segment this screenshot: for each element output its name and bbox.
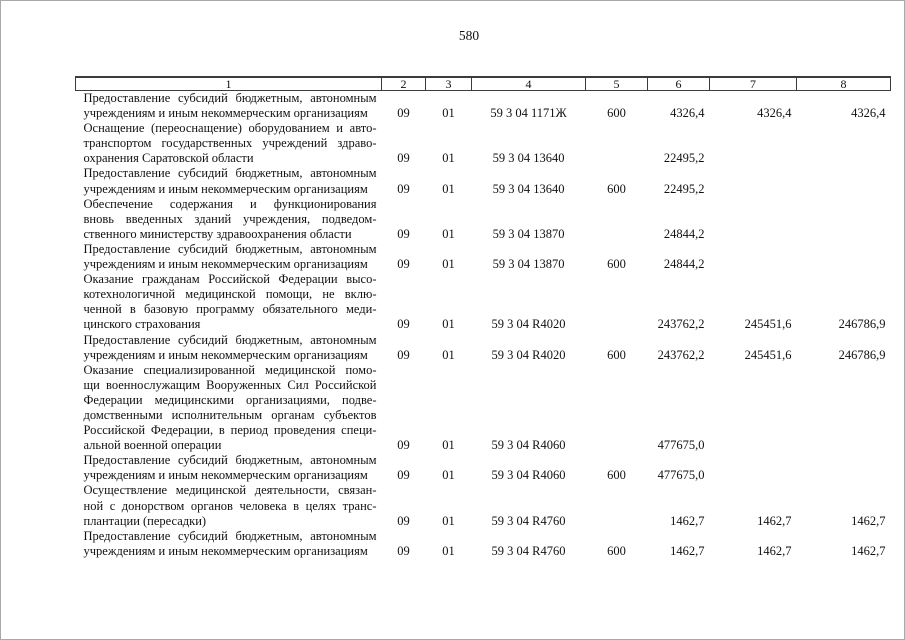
name-line: Федерации медицинскими организациями, подве- [83, 392, 377, 407]
name-line: ченной в базовую программу обязательного меди- [83, 302, 377, 317]
header-cell-col5: 5 [586, 77, 648, 91]
cell-col5 [586, 197, 648, 242]
cell-name [76, 272, 382, 332]
name-line: Осуществление медицинской деятельности, связан- [83, 483, 377, 498]
table-row [76, 483, 891, 528]
cell-col6: 243762,2 [657, 347, 705, 362]
table-row [76, 333, 891, 363]
cell-col6: 477675,0 [657, 468, 705, 483]
table-row [76, 166, 891, 196]
cell-col7 [710, 166, 797, 196]
cell-col8: 1462,7 [851, 513, 886, 528]
cell-col8: 4326,4 [851, 106, 886, 121]
cell-col7 [710, 453, 797, 483]
header-cell-col8: 8 [797, 77, 891, 91]
cell-col3: 01 [442, 181, 455, 196]
cell-name [76, 242, 382, 272]
table-body [76, 91, 891, 559]
cell-col5: 600 [607, 257, 626, 272]
header-cell-col6: 6 [648, 77, 710, 91]
header-cell-col1: 1 [76, 77, 382, 91]
cell-col8 [797, 363, 891, 454]
cell-col8: 1462,7 [851, 543, 886, 558]
name-line: учреждениям и иным некоммерческим организациям [83, 181, 368, 196]
name-line: Предоставление субсидий бюджетным, автономным [83, 166, 377, 181]
table-row [76, 363, 891, 454]
cell-col5: 600 [607, 347, 626, 362]
cell-col7: 4326,4 [757, 106, 792, 121]
cell-col8: 246786,9 [838, 347, 886, 362]
name-line: альной военной операции [83, 438, 222, 453]
cell-name [76, 333, 382, 363]
cell-col3: 01 [442, 468, 455, 483]
cell-col6: 24844,2 [663, 257, 705, 272]
cell-col8 [797, 197, 891, 242]
name-line: котехнологичной медицинской помощи, не вклю- [83, 287, 377, 302]
cell-col7 [710, 242, 797, 272]
cell-col4: 59 3 04 R4760 [491, 513, 566, 528]
cell-col5 [586, 363, 648, 454]
name-line: учреждениям и иным некоммерческим организациям [83, 468, 368, 483]
name-line: цинского страхования [83, 317, 201, 332]
cell-col6: 22495,2 [663, 181, 705, 196]
name-line: Предоставление субсидий бюджетным, автономным [83, 91, 377, 105]
table-row [76, 197, 891, 242]
page-number: 580 [458, 28, 480, 43]
table-row [76, 91, 891, 122]
cell-col8 [797, 121, 891, 166]
cell-col5: 600 [607, 106, 626, 121]
cell-col8 [797, 166, 891, 196]
cell-col6: 243762,2 [657, 317, 705, 332]
cell-col7 [710, 363, 797, 454]
name-line: транспортом государственных учреждений здраво- [83, 136, 377, 151]
cell-col7 [710, 121, 797, 166]
cell-col3: 01 [442, 543, 455, 558]
name-line: ной с донорством органов человека в целях транс- [83, 498, 377, 513]
cell-col8 [797, 242, 891, 272]
cell-col4: 59 3 04 13640 [492, 151, 565, 166]
name-line: учреждениям и иным некоммерческим организациям [83, 257, 368, 272]
cell-col7: 245451,6 [744, 347, 792, 362]
name-line: охранения Саратовской области [83, 151, 254, 166]
cell-name [76, 529, 382, 559]
name-line: плантации (пересадки) [83, 513, 207, 528]
cell-col3: 01 [442, 226, 455, 241]
cell-col5 [586, 483, 648, 528]
name-line: вновь введенных зданий учреждения, подведом- [83, 211, 377, 226]
name-line: Оказание специализированной медицинской помо- [83, 362, 377, 377]
cell-col2: 09 [397, 468, 410, 483]
cell-col8 [797, 453, 891, 483]
cell-col2: 09 [397, 226, 410, 241]
table-row [76, 453, 891, 483]
cell-col3: 01 [442, 513, 455, 528]
header-cell-col7: 7 [710, 77, 797, 91]
cell-col4: 59 3 04 1171Ж [490, 106, 567, 121]
cell-col6: 22495,2 [663, 151, 705, 166]
cell-col3: 01 [442, 317, 455, 332]
name-line: Предоставление субсидий бюджетным, автономным [83, 241, 377, 256]
cell-col4: 59 3 04 R4020 [491, 347, 566, 362]
cell-col5 [586, 121, 648, 166]
table-row [76, 272, 891, 332]
cell-col5: 600 [607, 468, 626, 483]
cell-col2: 09 [397, 513, 410, 528]
table-header-row [76, 77, 891, 91]
cell-col2: 09 [397, 347, 410, 362]
cell-col7 [710, 197, 797, 242]
name-line: учреждениям и иным некоммерческим организациям [83, 543, 368, 558]
cell-col3: 01 [442, 106, 455, 121]
cell-name [76, 453, 382, 483]
name-line: Российской Федерации, в период проведения специ- [83, 423, 377, 438]
cell-col2: 09 [397, 151, 410, 166]
cell-col8: 246786,9 [838, 317, 886, 332]
cell-col5: 600 [607, 543, 626, 558]
cell-name [76, 121, 382, 166]
header-cell-col3: 3 [426, 77, 472, 91]
cell-col4: 59 3 04 13870 [492, 226, 565, 241]
cell-col2: 09 [397, 438, 410, 453]
header-cell-col2: 2 [382, 77, 426, 91]
cell-col5: 600 [607, 181, 626, 196]
cell-col6: 1462,7 [670, 513, 705, 528]
cell-col4: 59 3 04 R4020 [491, 317, 566, 332]
cell-col4: 59 3 04 13640 [492, 181, 565, 196]
cell-col2: 09 [397, 181, 410, 196]
cell-col2: 09 [397, 257, 410, 272]
cell-col4: 59 3 04 R4760 [491, 543, 566, 558]
cell-col3: 01 [442, 438, 455, 453]
cell-col6: 4326,4 [670, 106, 705, 121]
cell-col5 [586, 272, 648, 332]
cell-col2: 09 [397, 317, 410, 332]
cell-col7: 245451,6 [744, 317, 792, 332]
cell-col6: 477675,0 [657, 438, 705, 453]
name-line: домственными исполнительным органам субъектов [83, 407, 377, 422]
cell-col6: 24844,2 [663, 226, 705, 241]
cell-col7: 1462,7 [757, 513, 792, 528]
cell-name [76, 91, 382, 122]
cell-col3: 01 [442, 151, 455, 166]
cell-col4: 59 3 04 R4060 [491, 438, 566, 453]
name-line: Обеспечение содержания и функционирования [83, 196, 377, 211]
header-cell-col4: 4 [472, 77, 586, 91]
cell-col4: 59 3 04 13870 [492, 257, 565, 272]
cell-name [76, 483, 382, 528]
name-line: Предоставление субсидий бюджетным, автономным [83, 332, 377, 347]
cell-col2: 09 [397, 543, 410, 558]
cell-name [76, 166, 382, 196]
name-line: Предоставление субсидий бюджетным, автономным [83, 528, 377, 543]
cell-name [76, 197, 382, 242]
name-line: учреждениям и иным некоммерческим организациям [83, 347, 368, 362]
name-line: Оказание гражданам Российской Федерации высо- [83, 272, 377, 287]
cell-col3: 01 [442, 347, 455, 362]
cell-col6: 1462,7 [670, 543, 705, 558]
name-line: учреждениям и иным некоммерческим организациям [83, 106, 368, 121]
budget-table [75, 76, 891, 559]
name-line: щи военнослужащим Вооруженных Сил Российской [83, 377, 377, 392]
cell-col7: 1462,7 [757, 543, 792, 558]
table-row [76, 529, 891, 559]
cell-name [76, 363, 382, 454]
name-line: Предоставление субсидий бюджетным, автономным [83, 453, 377, 468]
cell-col3: 01 [442, 257, 455, 272]
name-line: Оснащение (переоснащение) оборудованием и авто- [83, 121, 377, 136]
cell-col4: 59 3 04 R4060 [491, 468, 566, 483]
table-row [76, 121, 891, 166]
name-line: ственного министерству здравоохранения области [83, 226, 352, 241]
table-row [76, 242, 891, 272]
cell-col2: 09 [397, 106, 410, 121]
